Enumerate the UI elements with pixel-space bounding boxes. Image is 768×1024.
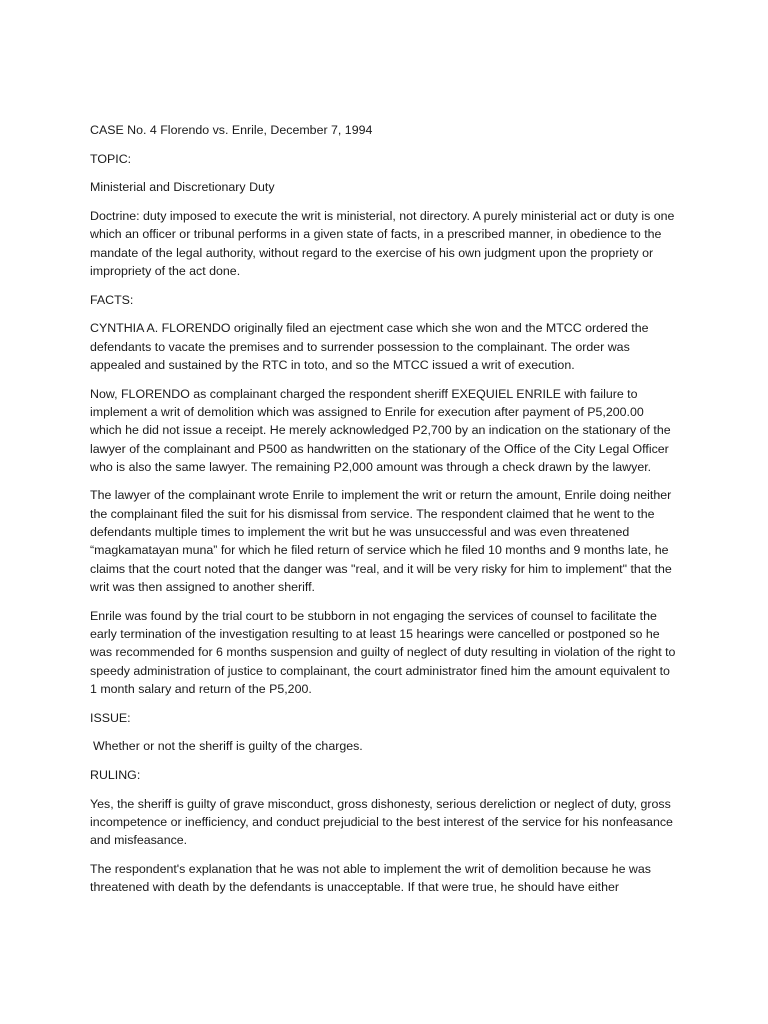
facts-paragraph-4: Enrile was found by the trial court to be stubborn in not engaging the services of counsel to facilitate the early termination of the investigation resulting to at least 15 hearings were cancelled or postponed so he was recommended for 6 months suspension and guilty of neglect of duty resulting in violation of the right to speedy administration of justice to complainant, the court administrator fined him the amount equivalent to 1 month salary and return of the P5,200.: [90, 608, 676, 696]
topic-heading: TOPIC:: [90, 151, 132, 166]
issue-text: Whether or not the sheriff is guilty of the charges.: [93, 739, 363, 754]
ruling-heading: RULING:: [90, 767, 141, 782]
facts-heading: FACTS:: [90, 292, 134, 307]
ruling-paragraph-1: Yes, the sheriff is guilty of grave misconduct, gross dishonesty, serious dereliction or neglect of duty, gross incompetence or inefficiency, and conduct prejudicial to the best interest of the service for his nonfeasance and misfeasance.: [90, 796, 673, 848]
ruling-paragraph-2: The respondent's explanation that he was not able to implement the writ of demolition because he was threatened with death by the defendants is unacceptable. If that were true, he should have either: [90, 861, 651, 895]
topic-text: Ministerial and Discretionary Duty: [90, 180, 275, 195]
issue-heading: ISSUE:: [90, 710, 131, 725]
doctrine-paragraph: Doctrine: duty imposed to execute the writ is ministerial, not directory. A purely ministerial act or duty is one which an officer or tribunal performs in a given state of facts, in a prescribed manner, in obedience to the mandate of the legal authority, without regard to the exercise of his own judgment upon the propriety or impropriety of the act done.: [90, 209, 675, 278]
case-title: CASE No. 4 Florendo vs. Enrile, December 7, 1994: [90, 123, 373, 137]
facts-paragraph-2: Now, FLORENDO as complainant charged the respondent sheriff EXEQUIEL ENRILE with failure to implement a writ of demolition which was assigned to Enrile for execution after payment of P5,200.00 which he did not issue a receipt. He merely acknowledged P2,700 by an indication on the stationary of the lawyer of the complainant and P500 as handwritten on the stationary of the Office of the City Legal Officer who is also the same lawyer. The remaining P2,000 amount was through a check drawn by the lawyer.: [90, 386, 671, 474]
facts-paragraph-3: The lawyer of the complainant wrote Enrile to implement the writ or return the amount, Enrile doing neither the complainant filed the suit for his dismissal from service. The respondent claimed that he went to the defendants multiple times to implement the writ but he was unsuccessful and was even threatened “magkamatayan muna” for which he filed return of service which he filed 10 months and 9 months late, he claims that the court noted that the danger was "real, and it will be very risky for him to implement" that the writ was then assigned to another sheriff.: [90, 488, 672, 594]
document-body: [90, 121, 676, 907]
facts-paragraph-1: CYNTHIA A. FLORENDO originally filed an ejectment case which she won and the MTCC ordered the defendants to vacate the premises and to surrender possession to the complainant. The order was appealed and sustained by the RTC in toto, and so the MTCC issued a writ of execution.: [90, 321, 649, 372]
